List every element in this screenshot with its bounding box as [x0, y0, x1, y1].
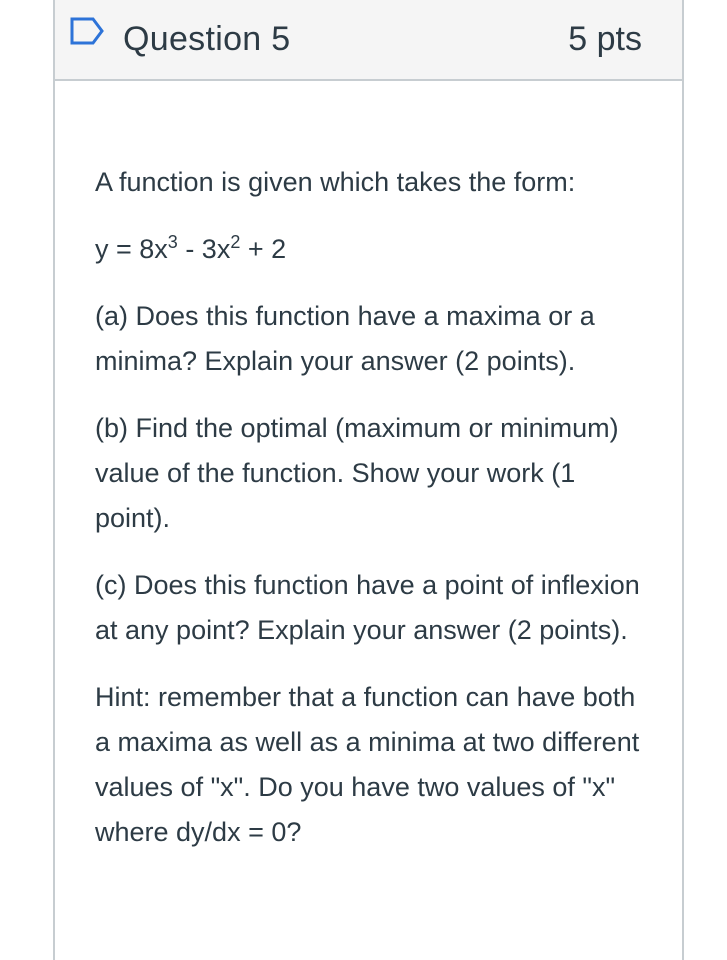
equation-exponent-2: 2 — [230, 232, 241, 252]
question-card — [53, 0, 684, 960]
question-part-c: (c) Does this function have a point of inflexion at any point? Explain your answer (2 points). — [95, 570, 640, 645]
question-part-a: (a) Does this function have a maxima or a minima? Explain your answer (2 points). — [95, 301, 595, 376]
question-body — [95, 160, 655, 877]
equation-exponent-1: 3 — [167, 232, 178, 252]
function-equation — [95, 227, 655, 272]
flag-outline-icon[interactable] — [69, 16, 105, 46]
question-header — [55, 0, 682, 81]
question-title: Question 5 — [123, 20, 291, 58]
question-hint: Hint: remember that a function can have both a maxima as well as a minima at two different values of "x". Do you have two values of "x" where dy/dx = 0? — [95, 682, 640, 847]
question-part-b: (b) Find the optimal (maximum or minimum) value of the function. Show your work (1 point). — [95, 413, 619, 533]
equation-prefix: y = 8x — [95, 234, 168, 264]
question-intro: A function is given which takes the form: — [95, 167, 576, 197]
equation-middle: - 3x — [177, 234, 231, 264]
question-points: 5 pts — [568, 20, 642, 58]
equation-suffix: + 2 — [240, 234, 287, 264]
